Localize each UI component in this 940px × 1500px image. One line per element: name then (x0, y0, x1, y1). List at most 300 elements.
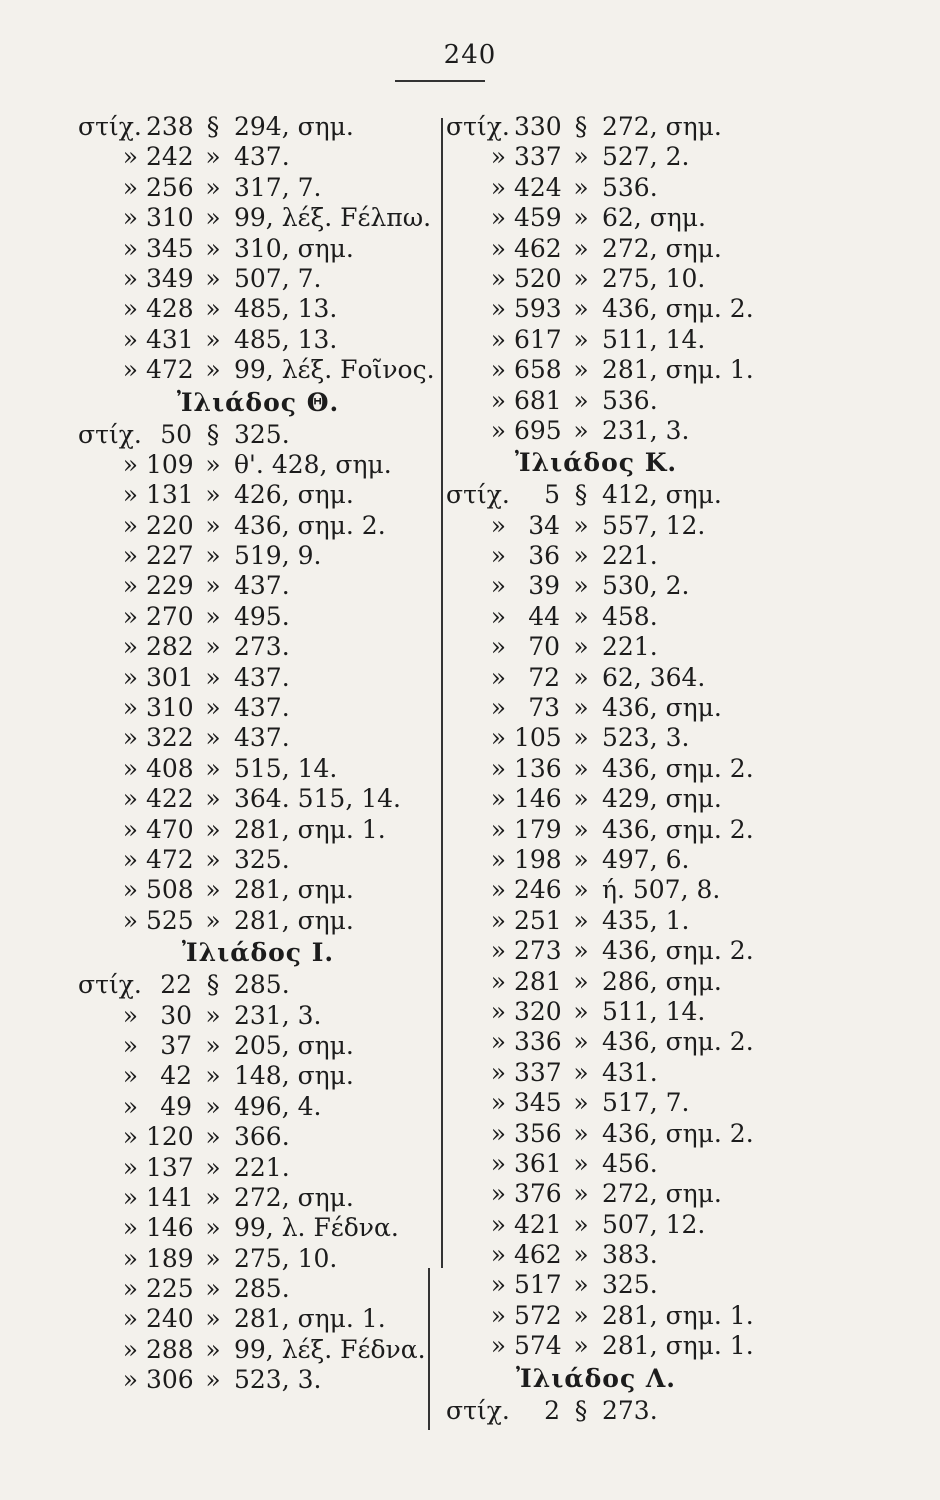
verse-number: 330 (514, 112, 562, 141)
verse-number: 470 (146, 814, 194, 844)
verse-number: 225 (146, 1274, 194, 1304)
index-entry (446, 663, 786, 693)
entry-separator: § (206, 112, 220, 141)
section-reference: 536. (602, 172, 658, 202)
index-entry (78, 1274, 438, 1304)
entry-prefix: στίχ. (446, 112, 510, 141)
index-entry (78, 754, 438, 784)
entry-prefix: στίχ. (446, 480, 510, 510)
section-reference: 205, σημ. (234, 1030, 354, 1060)
entry-prefix: στίχ. (78, 970, 142, 1000)
section-reference: 231, 3. (602, 415, 690, 445)
entry-prefix: » (490, 753, 506, 783)
entry-prefix: » (122, 510, 138, 540)
entry-separator: » (205, 203, 221, 233)
verse-number: 310 (146, 693, 194, 723)
index-entry (446, 1027, 786, 1057)
entry-separator: » (205, 480, 221, 510)
verse-number: 593 (514, 294, 562, 324)
entry-separator: » (205, 1152, 221, 1182)
entry-separator: » (573, 172, 589, 202)
entry-prefix: » (490, 1027, 506, 1057)
verse-number: 282 (146, 632, 194, 662)
index-entry (446, 815, 786, 845)
entry-prefix: στίχ. (446, 1395, 510, 1425)
entry-prefix: » (490, 601, 506, 631)
verse-number: 422 (146, 784, 194, 814)
verse-number: 517 (514, 1270, 562, 1300)
section-reference: 317, 7. (234, 172, 322, 202)
index-entry (78, 325, 438, 355)
section-reference: 285. (234, 970, 290, 1000)
entry-prefix: » (490, 1088, 506, 1118)
index-entry (78, 420, 438, 450)
entry-prefix: » (490, 1240, 506, 1270)
index-entry (446, 112, 786, 142)
entry-separator: » (573, 1270, 589, 1300)
section-reference: 436, σημ. 2. (234, 510, 386, 540)
entry-separator: » (573, 662, 589, 692)
section-reference: 294, σημ. (234, 112, 354, 141)
entry-prefix: » (490, 996, 506, 1026)
entry-prefix: » (490, 814, 506, 844)
section-reference: 436, σημ. 2. (602, 753, 754, 783)
verse-number: 345 (514, 1088, 562, 1118)
entry-prefix: » (490, 172, 506, 202)
verse-number: 50 (160, 419, 192, 449)
section-reference: 507, 7. (234, 263, 322, 293)
index-entry (78, 450, 438, 480)
entry-separator: » (205, 1274, 221, 1304)
section-reference: 456. (602, 1148, 658, 1178)
entry-separator: » (573, 632, 589, 662)
entry-prefix: » (122, 601, 138, 631)
entry-separator: » (205, 172, 221, 202)
verse-number: 273 (514, 936, 562, 966)
index-entry (78, 970, 438, 1000)
index-entry (78, 355, 438, 385)
section-reference: 281, σημ. 1. (234, 1304, 386, 1334)
entry-separator: » (573, 385, 589, 415)
entry-separator: » (573, 1331, 589, 1361)
verse-number: 345 (146, 233, 194, 263)
entry-prefix: » (490, 1057, 506, 1087)
verse-number: 39 (528, 571, 560, 601)
index-entry (446, 997, 786, 1027)
index-entry (446, 386, 786, 416)
section-reference: 437. (234, 662, 290, 692)
entry-separator: » (573, 693, 589, 723)
index-entry (78, 906, 438, 936)
entry-separator: » (205, 1243, 221, 1273)
index-entry (78, 632, 438, 662)
verse-number: 428 (146, 294, 194, 324)
index-entry (446, 754, 786, 784)
index-entry (446, 1119, 786, 1149)
index-entry (78, 264, 438, 294)
index-entry (78, 541, 438, 571)
entry-separator: » (205, 844, 221, 874)
entry-prefix: » (122, 203, 138, 233)
entry-separator: » (573, 571, 589, 601)
entry-separator: § (206, 419, 220, 449)
entry-prefix: » (490, 541, 506, 571)
entry-separator: » (573, 1148, 589, 1178)
entry-prefix: » (122, 1304, 138, 1334)
index-entry (78, 294, 438, 324)
verse-number: 424 (514, 172, 562, 202)
section-reference: 273. (602, 1395, 658, 1425)
section-reference: 437. (234, 571, 290, 601)
section-reference: 431. (602, 1057, 658, 1087)
entry-prefix: » (490, 784, 506, 814)
section-reference: 231, 3. (234, 1000, 322, 1030)
section-reference: 436, σημ. 2. (602, 936, 754, 966)
index-entry (78, 1031, 438, 1061)
verse-number: 198 (514, 844, 562, 874)
verse-number: 462 (514, 233, 562, 263)
verse-number: 525 (146, 905, 194, 935)
verse-number: 320 (514, 996, 562, 1026)
entry-separator: » (573, 415, 589, 445)
index-entry (78, 1092, 438, 1122)
entry-separator: » (205, 723, 221, 753)
verse-number: 131 (146, 480, 194, 510)
section-reference: 527, 2. (602, 142, 690, 172)
entry-separator: » (205, 1213, 221, 1243)
section-reference: 286, σημ. (602, 966, 722, 996)
entry-prefix: » (490, 385, 506, 415)
index-entry (446, 294, 786, 324)
index-entry (446, 480, 786, 510)
entry-separator: » (573, 723, 589, 753)
section-heading: Ἰλιάδος Θ. (176, 387, 340, 417)
entry-prefix: » (122, 355, 138, 385)
index-entry (446, 355, 786, 385)
section-reference: 364. 515, 14. (234, 784, 401, 814)
index-entry (446, 264, 786, 294)
entry-separator: » (573, 263, 589, 293)
entry-prefix: » (122, 571, 138, 601)
section-reference: 281, σημ. 1. (602, 1300, 754, 1330)
index-entry (446, 173, 786, 203)
entry-separator: § (206, 970, 220, 1000)
entry-separator: » (573, 541, 589, 571)
verse-number: 5 (544, 480, 560, 510)
entry-prefix: » (122, 1030, 138, 1060)
entry-separator: § (574, 480, 588, 510)
section-reference: 221. (602, 632, 658, 662)
section-reference: 281, σημ. (234, 875, 354, 905)
index-entry (78, 602, 438, 632)
entry-prefix: » (122, 875, 138, 905)
verse-number: 72 (528, 662, 560, 692)
verse-number: 681 (514, 385, 562, 415)
index-entry (446, 906, 786, 936)
index-column-left (78, 112, 438, 1396)
section-reference: 436, σημ. 2. (602, 1118, 754, 1148)
section-reference: 285. (234, 1274, 290, 1304)
entry-separator: » (573, 1240, 589, 1270)
verse-number: 227 (146, 541, 194, 571)
entry-separator: » (205, 814, 221, 844)
index-entry (446, 693, 786, 723)
verse-number: 49 (160, 1091, 192, 1121)
entry-separator: § (574, 112, 588, 141)
index-entry (78, 1061, 438, 1091)
section-reference: 436, σημ. (602, 693, 722, 723)
section-reference: 511, 14. (602, 996, 706, 1026)
entry-prefix: » (122, 693, 138, 723)
entry-separator: » (573, 784, 589, 814)
entry-prefix: » (122, 1091, 138, 1121)
section-reference: 310, σημ. (234, 233, 354, 263)
entry-prefix: » (122, 753, 138, 783)
index-entry (446, 571, 786, 601)
entry-prefix: » (122, 541, 138, 571)
verse-number: 30 (160, 1000, 192, 1030)
index-entry (78, 1213, 438, 1243)
entry-separator: » (205, 1091, 221, 1121)
verse-number: 376 (514, 1179, 562, 1209)
entry-separator: » (205, 355, 221, 385)
index-entry (78, 663, 438, 693)
index-entry (446, 1240, 786, 1270)
entry-prefix: » (122, 1334, 138, 1364)
verse-number: 34 (528, 510, 560, 540)
index-entry (78, 723, 438, 753)
entry-prefix: » (490, 723, 506, 753)
entry-prefix: » (490, 632, 506, 662)
index-entry (78, 1122, 438, 1152)
section-reference: 496, 4. (234, 1091, 322, 1121)
section-reference: 507, 12. (602, 1209, 706, 1239)
index-entry (446, 511, 786, 541)
entry-separator: » (205, 571, 221, 601)
entry-separator: » (573, 142, 589, 172)
index-entry (446, 1210, 786, 1240)
entry-separator: » (573, 1209, 589, 1239)
entry-prefix: » (122, 844, 138, 874)
section-reference: 435, 1. (602, 905, 690, 935)
entry-separator: » (573, 936, 589, 966)
entry-separator: » (205, 1334, 221, 1364)
entry-prefix: » (490, 510, 506, 540)
index-entry (446, 325, 786, 355)
section-reference: 536. (602, 385, 658, 415)
entry-separator: » (573, 1088, 589, 1118)
entry-prefix: » (490, 1179, 506, 1209)
section-reference: 557, 12. (602, 510, 706, 540)
index-entry (78, 1365, 438, 1395)
verse-number: 42 (160, 1061, 192, 1091)
verse-number: 459 (514, 203, 562, 233)
entry-separator: » (573, 1027, 589, 1057)
verse-number: 109 (146, 449, 194, 479)
entry-separator: » (205, 1365, 221, 1395)
entry-prefix: » (122, 814, 138, 844)
entry-separator: » (205, 449, 221, 479)
verse-number: 462 (514, 1240, 562, 1270)
section-reference: 99, λ. Fέδνα. (234, 1213, 399, 1243)
entry-prefix: » (122, 1243, 138, 1273)
entry-prefix: » (490, 355, 506, 385)
entry-separator: » (205, 1182, 221, 1212)
section-reference: 221. (602, 541, 658, 571)
index-entry (78, 875, 438, 905)
section-reference: 366. (234, 1122, 290, 1152)
entry-separator: § (574, 1395, 588, 1425)
entry-separator: » (573, 753, 589, 783)
entry-prefix: » (490, 1300, 506, 1330)
verse-number: 179 (514, 814, 562, 844)
index-entry (78, 173, 438, 203)
entry-separator: » (205, 662, 221, 692)
entry-prefix: » (490, 142, 506, 172)
verse-number: 408 (146, 753, 194, 783)
entry-separator: » (205, 324, 221, 354)
verse-number: 695 (514, 415, 562, 445)
entry-separator: » (573, 814, 589, 844)
entry-prefix: » (490, 1118, 506, 1148)
entry-prefix: » (490, 966, 506, 996)
entry-separator: » (573, 203, 589, 233)
verse-number: 2 (544, 1395, 560, 1425)
verse-number: 136 (514, 753, 562, 783)
section-reference: 148, σημ. (234, 1061, 354, 1091)
entry-prefix: » (122, 294, 138, 324)
index-entry (446, 1058, 786, 1088)
section-reference: 437. (234, 723, 290, 753)
verse-number: 44 (528, 601, 560, 631)
index-entry (446, 967, 786, 997)
entry-separator: » (573, 875, 589, 905)
verse-number: 520 (514, 263, 562, 293)
verse-number: 310 (146, 203, 194, 233)
entry-prefix: » (490, 233, 506, 263)
entry-prefix: » (122, 1061, 138, 1091)
verse-number: 322 (146, 723, 194, 753)
entry-prefix: » (490, 1331, 506, 1361)
index-entry (446, 1179, 786, 1209)
verse-number: 472 (146, 355, 194, 385)
index-entry (78, 571, 438, 601)
verse-number: 337 (514, 142, 562, 172)
section-heading: Ἰλιάδος Λ. (516, 1363, 676, 1393)
section-reference: 281, σημ. 1. (602, 1331, 754, 1361)
verse-number: 431 (146, 324, 194, 354)
section-reference: 523, 3. (602, 723, 690, 753)
entry-prefix: » (122, 142, 138, 172)
entry-separator: » (205, 263, 221, 293)
entry-prefix: » (122, 263, 138, 293)
index-entry (446, 203, 786, 233)
verse-number: 574 (514, 1331, 562, 1361)
section-reference: 485, 13. (234, 324, 338, 354)
index-entry (446, 845, 786, 875)
index-entry (78, 1153, 438, 1183)
index-entry (446, 142, 786, 172)
entry-prefix: » (122, 784, 138, 814)
verse-number: 337 (514, 1057, 562, 1087)
section-reference: 429, σημ. (602, 784, 722, 814)
entry-separator: » (573, 294, 589, 324)
verse-number: 349 (146, 263, 194, 293)
verse-number: 361 (514, 1148, 562, 1178)
entry-prefix: » (490, 203, 506, 233)
verse-number: 508 (146, 875, 194, 905)
entry-prefix: » (122, 662, 138, 692)
entry-prefix: » (490, 1209, 506, 1239)
index-entry (78, 1304, 438, 1334)
entry-separator: » (573, 601, 589, 631)
entry-prefix: » (490, 1148, 506, 1178)
section-reference: 437. (234, 693, 290, 723)
entry-prefix: » (122, 723, 138, 753)
entry-prefix: » (490, 294, 506, 324)
verse-number: 141 (146, 1182, 194, 1212)
section-reference: 325. (234, 844, 290, 874)
verse-number: 301 (146, 662, 194, 692)
verse-number: 189 (146, 1243, 194, 1273)
section-reference: 437. (234, 142, 290, 172)
section-reference: 458. (602, 601, 658, 631)
verse-number: 288 (146, 1334, 194, 1364)
section-reference: 436, σημ. 2. (602, 1027, 754, 1057)
section-reference: 325. (234, 419, 290, 449)
index-entry (78, 480, 438, 510)
index-entry (78, 1335, 438, 1365)
section-reference: ή. 507, 8. (602, 875, 721, 905)
entry-separator: » (205, 142, 221, 172)
entry-prefix: » (122, 1182, 138, 1212)
section-heading: Ἰλιάδος Κ. (514, 448, 678, 478)
section-reference: 221. (234, 1152, 290, 1182)
section-reference: θ'. 428, σημ. (234, 449, 392, 479)
index-entry (446, 632, 786, 662)
section-reference: 99, λέξ. Fοῖνος. (234, 355, 435, 385)
verse-number: 572 (514, 1300, 562, 1330)
entry-separator: » (205, 693, 221, 723)
entry-separator: » (205, 1000, 221, 1030)
section-reference: 281, σημ. 1. (602, 355, 754, 385)
entry-separator: » (573, 324, 589, 354)
section-reference: 272, σημ. (602, 1179, 722, 1209)
verse-number: 240 (146, 1304, 194, 1334)
verse-number: 242 (146, 142, 194, 172)
verse-number: 306 (146, 1365, 194, 1395)
section-reference: 281, σημ. (234, 905, 354, 935)
entry-separator: » (205, 1304, 221, 1334)
page-number: 240 (443, 40, 497, 70)
entry-prefix: » (490, 844, 506, 874)
entry-separator: » (205, 233, 221, 263)
verse-number: 36 (528, 541, 560, 571)
index-entry (446, 1301, 786, 1331)
section-reference: 517, 7. (602, 1088, 690, 1118)
index-entry (78, 693, 438, 723)
verse-number: 472 (146, 844, 194, 874)
index-column-right (446, 112, 786, 1426)
entry-prefix: » (490, 875, 506, 905)
section-reference: 497, 6. (602, 844, 690, 874)
index-entry (78, 845, 438, 875)
entry-separator: » (573, 966, 589, 996)
verse-number: 120 (146, 1122, 194, 1152)
entry-separator: » (573, 996, 589, 1026)
index-entry (78, 234, 438, 264)
entry-separator: » (205, 1030, 221, 1060)
